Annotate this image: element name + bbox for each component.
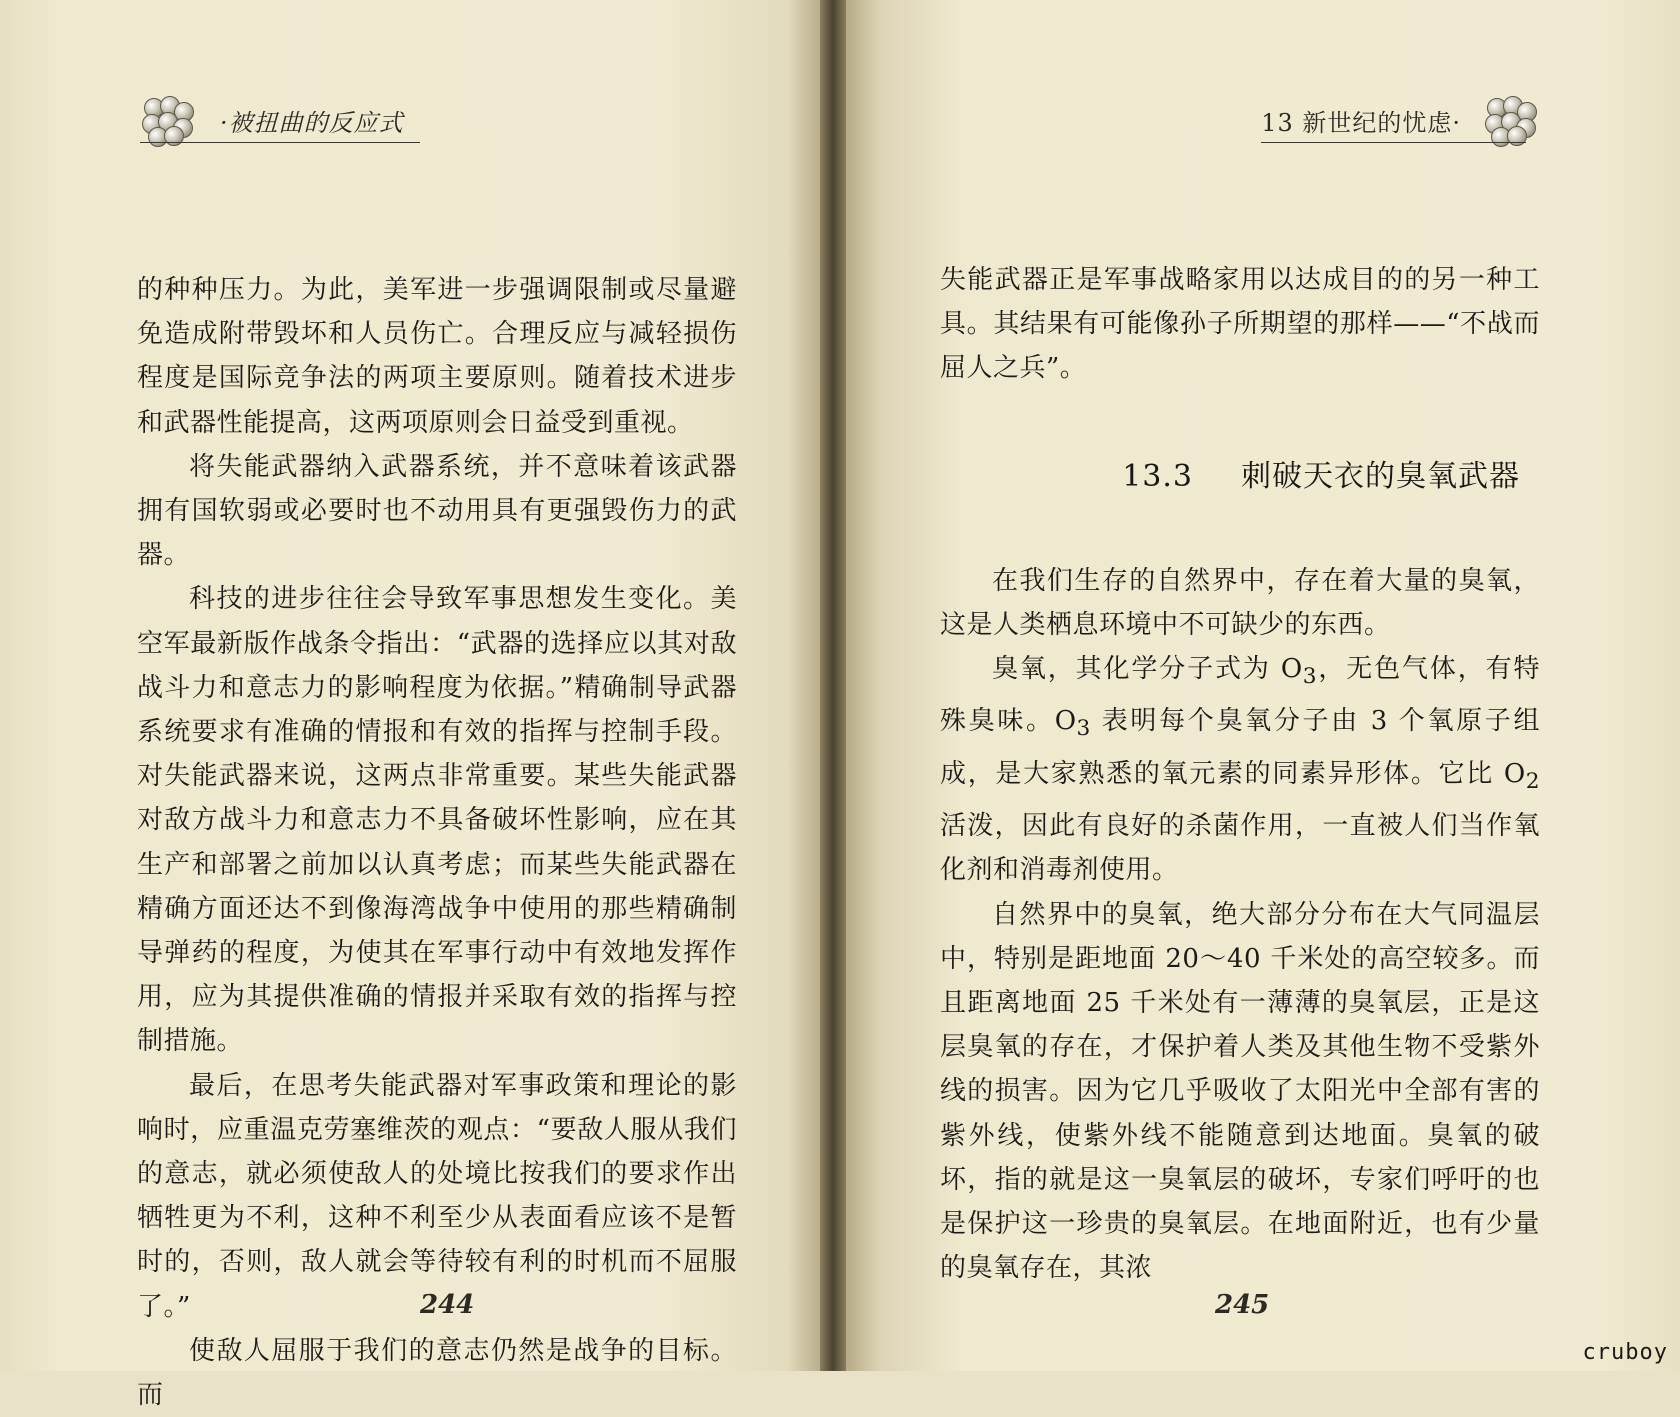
- molecule-cluster-icon: [1483, 94, 1535, 146]
- molecule-cluster-icon: [140, 94, 192, 146]
- section-title: 刺破天衣的臭氧武器: [1241, 458, 1520, 494]
- paragraph: 最后，在思考失能武器对军事政策和理论的影响时，应重温克劳塞维茨的观点：“要敌人服从我们的意志，就必须使敌人的处境比按我们的要求作出牺牲更为不利，这种不利至少从表面看应该不是暂时的，否则，敌人就会等待较有利的时机而不屈服了。”: [137, 1070, 737, 1322]
- paragraph: [940, 647, 1540, 893]
- header-rule: [140, 142, 420, 143]
- text-run: 活泼，因此有良好的杀菌作用，一直被人们当作氧化剂和消毒剂使用。: [940, 811, 1540, 886]
- subscript: 2: [1525, 768, 1540, 794]
- section-number: 13.3: [1122, 458, 1193, 494]
- subscript: 3: [1302, 664, 1317, 690]
- watermark-text: cruboy: [1582, 1340, 1668, 1365]
- running-title: 13 新世纪的忧虑·: [1261, 108, 1461, 137]
- right-header: [1261, 85, 1535, 155]
- paragraph: 自然界中的臭氧，绝大部分分布在大气同温层中，特别是距地面 20～40 千米处的高空较多。而且距离地面 25 千米处有一薄薄的臭氧层，正是这层臭氧的存在，才保护着人类及其他生物不受紫外线的损害。因为它几乎吸收了太阳光中全部有害的紫外线，使紫外线不能随意到达地面。臭氧的破坏，指的就是这一臭氧层的破坏，专家们呼吁的也是保护这一珍贵的臭氧层。在地面附近，也有少量的臭氧存在，其浓: [940, 899, 1540, 1284]
- paragraph: 的种种压力。为此，美军进一步强调限制或尽量避免造成附带毁坏和人员伤亡。合理反应与减轻损伤程度是国际竞争法的两项主要原则。随着技术进步和武器性能提高，这两项原则会日益受到重视。: [137, 275, 737, 438]
- header-rule: [1261, 142, 1526, 143]
- text-run: ，无色气体，有特殊臭味。O: [940, 654, 1540, 737]
- left-header: [140, 85, 404, 155]
- paragraph: 失能武器正是军事战略家用以达成目的的另一种工具。其结果有可能像孙子所期望的那样——“不战而屈人之兵”。: [940, 265, 1540, 384]
- subscript: 3: [1076, 716, 1091, 742]
- right-body-text: [940, 258, 1540, 1290]
- book-gutter: [820, 0, 846, 1371]
- left-page: [0, 0, 820, 1411]
- page-number: 244: [420, 1290, 475, 1320]
- paragraph: 在我们生存的自然界中，存在着大量的臭氧，这是人类栖息环境中不可缺少的东西。: [940, 565, 1540, 640]
- page-number: 245: [1215, 1290, 1270, 1320]
- text-run: 表明每个臭氧分子由 3 个氧原子组成，是大家熟悉的氧元素的同素异形体。它比 O: [940, 706, 1540, 789]
- text-run: 臭氧，其化学分子式为 O: [992, 654, 1303, 685]
- paragraph: 使敌人屈服于我们的意志仍然是战争的目标。而: [137, 1335, 737, 1411]
- running-title: ·被扭曲的反应式: [220, 108, 404, 137]
- section-heading: [940, 455, 1520, 499]
- left-body-text: [137, 268, 737, 1417]
- paragraph: 将失能武器纳入武器系统，并不意味着该武器拥有国软弱或必要时也不动用具有更强毁伤力的武器。: [137, 451, 737, 571]
- paragraph: 科技的进步往往会导致军事思想发生变化。美空军最新版作战条令指出：“武器的选择应以其对敌战斗力和意志力的影响程度为依据。”精确制导武器系统要求有准确的情报和有效的指挥与控制手段。对失能武器来说，这两点非常重要。某些失能武器对敌方战斗力和意志力不具备破坏性影响，应在其生产和部署之前加以认真考虑；而某些失能武器在精确方面还达不到像海湾战争中使用的那些精确制导弹药的程度，为使其在军事行动中有效地发挥作用，应为其提供准确的情报并采取有效的指挥与控制措施。: [137, 584, 737, 1057]
